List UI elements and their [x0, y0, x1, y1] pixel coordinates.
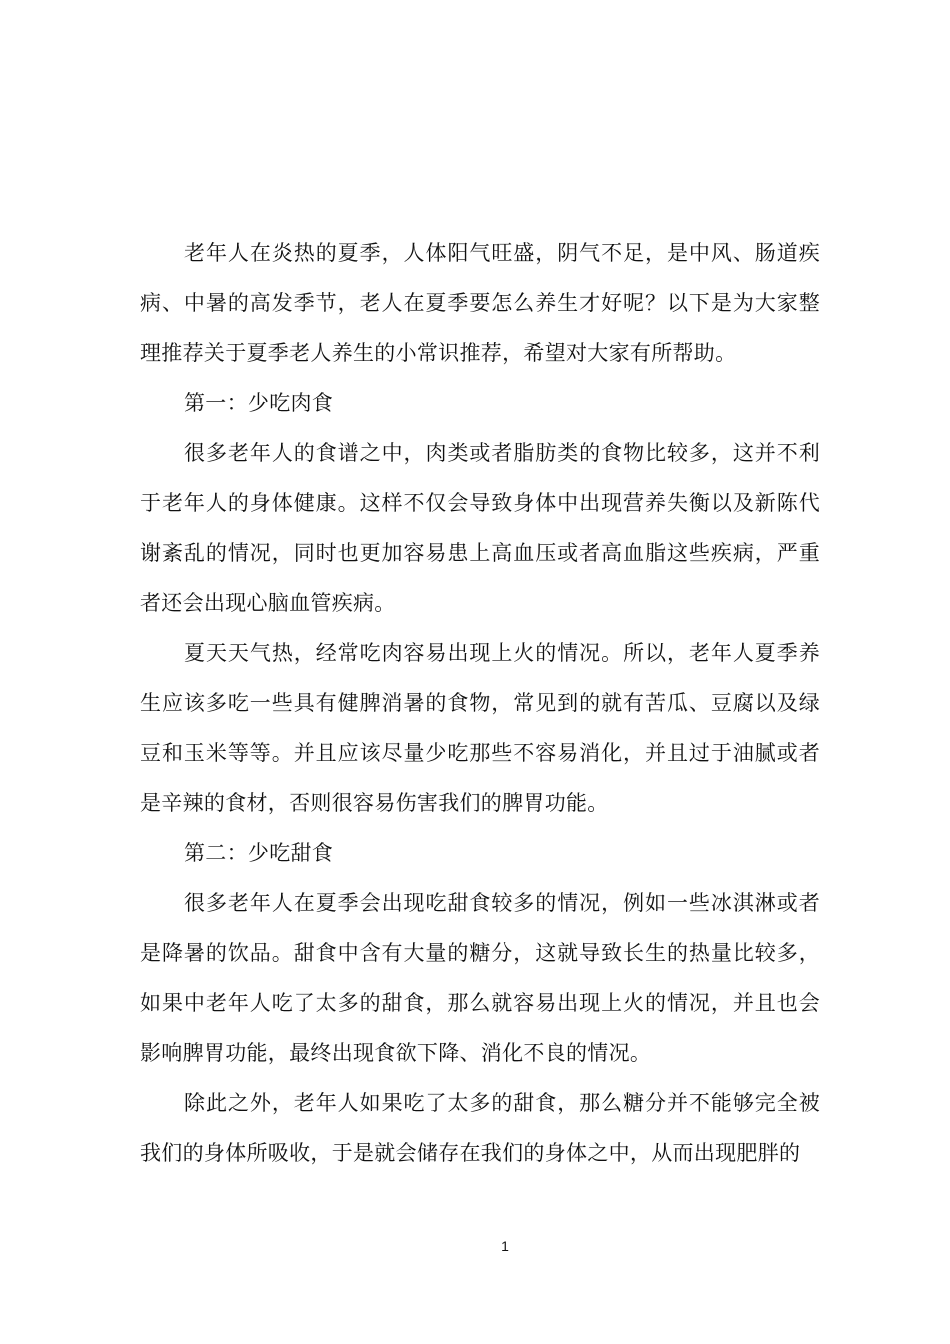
body-paragraph: 很多老年人的食谱之中，肉类或者脂肪类的食物比较多，这并不利于老年人的身体健康。这样不仅会导致身体中出现营养失衡以及新陈代谢紊乱的情况，同时也更加容易患上高血压或者高血脂这些疾病，严重者还会出现心脑血管疾病。: [140, 441, 820, 615]
section-heading-1: 第一：少吃肉食: [184, 391, 334, 415]
document-body: [140, 228, 820, 1178]
intro-paragraph: 老年人在炎热的夏季，人体阳气旺盛，阴气不足，是中风、肠道疾病、中暑的高发季节，老人在夏季要怎么养生才好呢？以下是为大家整理推荐关于夏季老人养生的小常识推荐，希望对大家有所帮助。: [140, 241, 820, 365]
section-heading-2: 第二：少吃甜食: [184, 841, 334, 865]
body-paragraph: 夏天天气热，经常吃肉容易出现上火的情况。所以，老年人夏季养生应该多吃一些具有健脾消暑的食物，常见到的就有苦瓜、豆腐以及绿豆和玉米等等。并且应该尽量少吃那些不容易消化，并且过于油腻或者是辛辣的食材，否则很容易伤害我们的脾胃功能。: [140, 641, 820, 815]
body-paragraph: 很多老年人在夏季会出现吃甜食较多的情况，例如一些冰淇淋或者是降暑的饮品。甜食中含有大量的糖分，这就导致长生的热量比较多，如果中老年人吃了太多的甜食，那么就容易出现上火的情况，并且也会影响脾胃功能，最终出现食欲下降、消化不良的情况。: [140, 891, 820, 1065]
page-number: 1: [501, 1238, 509, 1254]
body-paragraph: 除此之外，老年人如果吃了太多的甜食，那么糖分并不能够完全被我们的身体所吸收，于是就会储存在我们的身体之中，从而出现肥胖的: [140, 1091, 820, 1165]
